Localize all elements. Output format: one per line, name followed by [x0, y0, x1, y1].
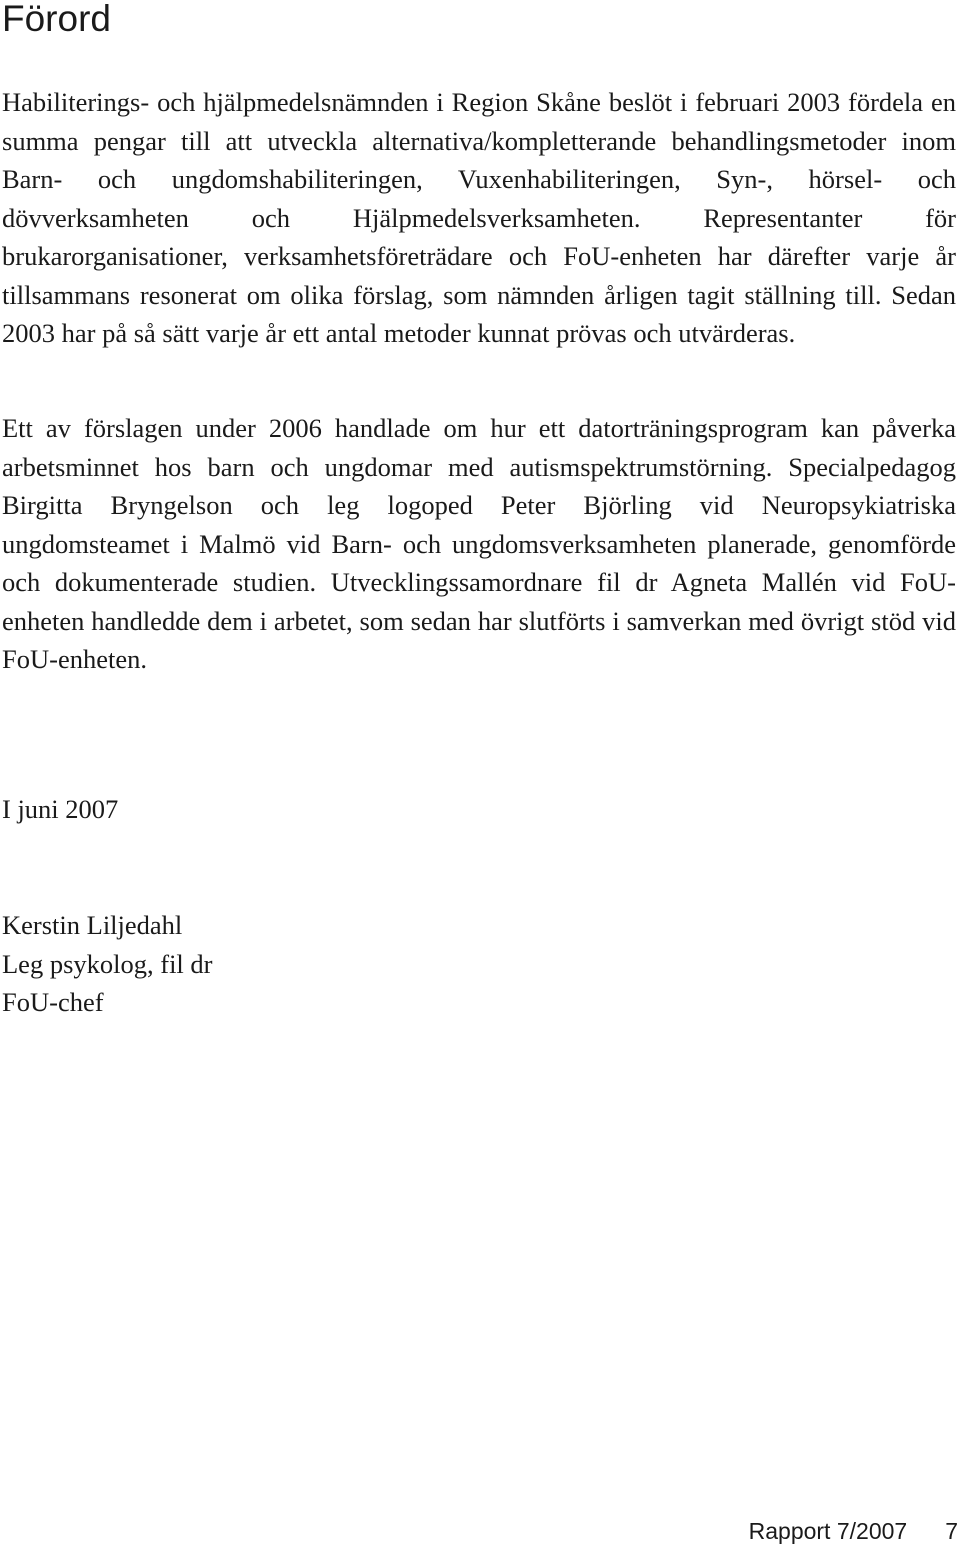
page-footer: [749, 1518, 960, 1544]
signature-title: Leg psykolog, fil dr: [2, 948, 213, 979]
date-line: I juni 2007: [2, 794, 119, 824]
signature-role: FoU-chef: [2, 987, 104, 1017]
page-number: 7: [945, 1518, 958, 1544]
signature-block: [2, 906, 213, 1022]
report-label: Rapport 7/2007: [748, 1518, 908, 1544]
paragraph-1: Habiliterings- och hjälpmedelsnämnden i Region Skåne beslöt i februari 2003 fördela en summa pengar till att utveckla alternativa/kompletterande behandlingsmetoder inom Barn- och ungdomshabiliteringen, Vuxenhabiliteringen, Syn-, hörsel- och dövverksamheten och Hjälpmedelsverksamheten. Representanter för brukarorganisationer, verksamhetsföreträdare och FoU-enheten har därefter varje år tillsammans resonerat om olika förslag, som nämnden årligen tagit ställning till. Sedan 2003 har på så sätt varje år ett antal metoder kunnat prövas och utvärderas.: [2, 87, 956, 348]
page-title: Förord: [2, 0, 111, 39]
paragraph-2: Ett av förslagen under 2006 handlade om hur ett datorträningsprogram kan påverka arbetsminnet hos barn och ungdomar med autismspektrumstörning. Specialpedagog Birgitta Bryngelson och leg logoped Peter Björling vid Neuropsykiatriska ungdomsteamet i Malmö vid Barn- och ungdomsverksamheten planerade, genomförde och dokumenterade studien. Utvecklingssamordnare fil dr Agneta Mallén vid FoU-enheten handledde dem i arbetet, som sedan har slutförts i samverkan med övrigt stöd vid FoU-enheten.: [2, 413, 956, 674]
signature-name: Kerstin Liljedahl: [2, 910, 183, 940]
